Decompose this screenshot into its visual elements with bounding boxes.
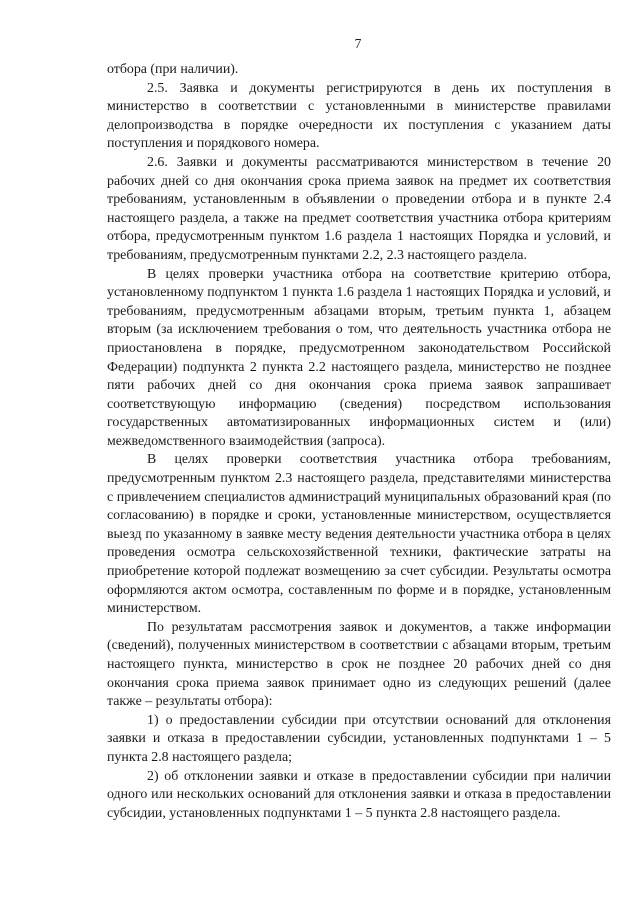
list-item-2: 2) об отклонении заявки и отказе в предоставлении субсидии при наличии одного или нескольких оснований для отклонения заявки и отказа в предоставлении субсидии, установленных подпунктами 1 – 5 пункта 2.8 настоящего раздела. [107, 768, 611, 821]
paragraph-continuation: отбора (при наличии). [107, 62, 239, 77]
paragraph-criteria-check: В целях проверки участника отбора на соответствие критерию отбора, установленному подпунктом 1 пункта 1.6 раздела 1 настоящих Порядка и условий, и требованиям, предусмотренным абзацами вторым, третьим пункта 1, абзацем вторым (за исключением требования о том, что деятельность участника отбора не приостановлена в порядке, предусмотренном законодательством Российской Федерации) подпункта 2 пункта 2.2 настоящего раздела, министерство не позднее пяти рабочих дней со дня окончания срока приема заявок запрашивает соответствующую информацию (сведения) посредством использования государственных автоматизированных информационных систем и (или) межведомственного взаимодействия (запроса). [107, 266, 611, 449]
document-body [107, 61, 611, 823]
page-number: 7 [354, 36, 362, 51]
paragraph-decision: По результатам рассмотрения заявок и документов, а также информации (сведений), полученных министерством в соответствии с абзацами вторым, третьим настоящего пункта, министерство в срок не позднее 20 рабочих дней со дня окончания срока приема заявок принимает одно из следующих решений (далее также – результаты отбора): [107, 619, 611, 710]
paragraph-inspection: В целях проверки соответствия участника отбора требованиям, предусмотренным пунктом 2.3 настоящего раздела, представителями министерства с привлечением специалистов администраций муниципальных образований края (по согласованию) в порядке и сроки, установленные министерством, осуществляется выезд по указанному в заявке месту ведения деятельности участника отбора в целях проведения осмотра сельскохозяйственной техники, фактические затраты на приобретение которой подлежат возмещению за счет субсидии. Результаты осмотра оформляются актом осмотра, составленным по форме и в порядке, установленным министерством. [107, 452, 611, 617]
paragraph-2-6: 2.6. Заявки и документы рассматриваются министерством в течение 20 рабочих дней со дня окончания срока приема заявок на предмет их соответствия требованиям, установленным в объявлении о проведении отбора и в пункте 2.4 настоящего раздела, а также на предмет соответствия участника отбора критериям отбора, предусмотренным пунктом 1.6 раздела 1 настоящих Порядка и условий, и требованиям, предусмотренным пунктами 2.2, 2.3 настоящего раздела. [107, 154, 611, 263]
paragraph-2-5: 2.5. Заявка и документы регистрируются в день их поступления в министерство в соответствии с установленными в министерстве правилами делопроизводства в порядке очередности их поступления с указанием даты поступления и порядкового номера. [107, 80, 611, 152]
list-item-1: 1) о предоставлении субсидии при отсутствии оснований для отклонения заявки и отказа в предоставлении субсидии, установленных подпунктами 1 – 5 пункта 2.8 настоящего раздела; [107, 712, 611, 765]
